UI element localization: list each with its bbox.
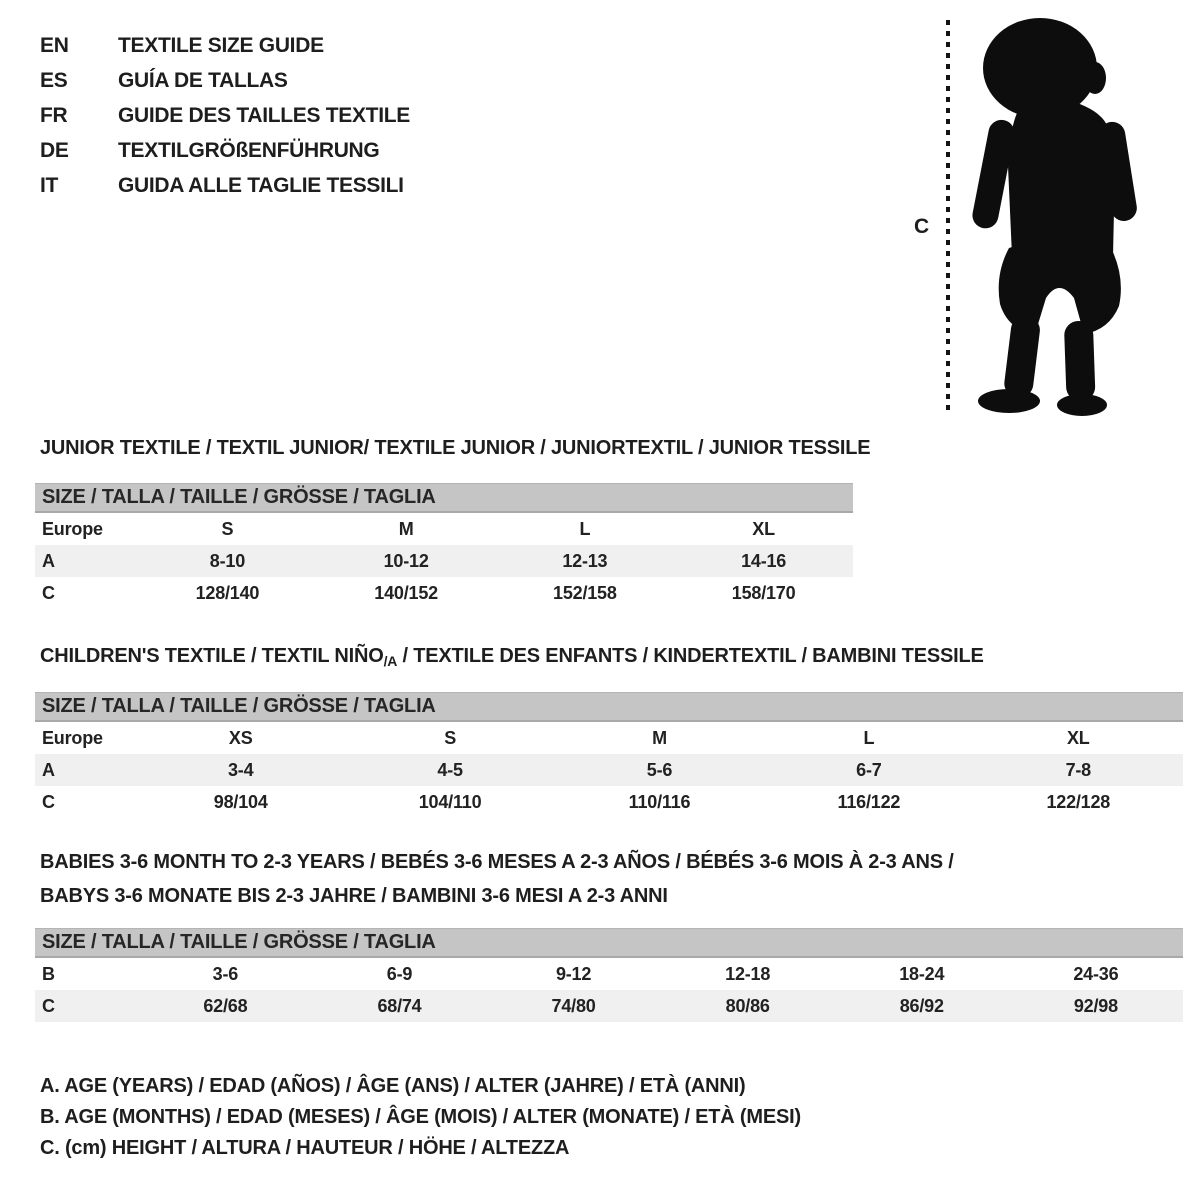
value-cell: 3-6 <box>212 963 239 984</box>
value-cell: 152/158 <box>553 582 617 603</box>
lang-code: EN <box>40 33 69 57</box>
value-cell: 158/170 <box>731 582 796 603</box>
table-row <box>35 958 1183 990</box>
value-cell: 7-8 <box>1065 759 1091 780</box>
children-title-sub: /A <box>383 653 398 669</box>
lang-code: IT <box>40 173 59 197</box>
children-section-title <box>40 644 984 673</box>
lang-row-fr <box>40 98 410 133</box>
row-label-cell: Europe <box>42 518 103 539</box>
value-cell: XL <box>752 518 775 539</box>
lang-title: GUIDE DES TAILLES TEXTILE <box>118 103 410 127</box>
lang-title: GUIDA ALLE TAGLIE TESSILI <box>118 173 404 197</box>
value-cell: XL <box>1066 727 1090 748</box>
legend-line-b: B. AGE (MONTHS) / EDAD (MESES) / ÂGE (MOIS) / ALTER (MONATE) / ETÀ (MESI) <box>40 1106 801 1128</box>
size-header-bar: SIZE / TALLA / TAILLE / GRÖSSE / TAGLIA <box>35 928 1183 958</box>
row-label-cell: C <box>42 995 55 1016</box>
children-title-part1: CHILDREN'S TEXTILE / TEXTIL NIÑO <box>40 645 384 667</box>
babies-size-table <box>35 928 1183 1022</box>
table-row <box>35 577 853 609</box>
value-cell: 10-12 <box>383 550 429 571</box>
lang-row-it <box>40 168 410 203</box>
row-label-cell: C <box>42 791 55 812</box>
lang-row-en <box>40 28 410 63</box>
table-row <box>35 754 1183 786</box>
babies-title-line1: BABIES 3-6 MONTH TO 2-3 YEARS / BEBÉS 3-6 MESES A 2-3 AÑOS / BÉBÉS 3-6 MOIS À 2-3 ANS / <box>40 851 954 873</box>
table-row <box>35 786 1183 818</box>
language-title-list <box>40 28 410 203</box>
lang-code: FR <box>40 103 68 127</box>
value-cell: 9-12 <box>555 963 592 984</box>
babies-table <box>35 958 1183 1022</box>
value-cell: L <box>579 518 591 539</box>
table-row <box>35 722 1183 754</box>
value-cell: 92/98 <box>1073 995 1118 1016</box>
children-size-table <box>35 692 1183 818</box>
value-cell: 68/74 <box>377 995 422 1016</box>
table-row <box>35 990 1183 1022</box>
value-cell: 128/140 <box>195 582 260 603</box>
value-cell: 5-6 <box>646 759 673 780</box>
value-cell: 122/128 <box>1046 791 1111 812</box>
value-cell: 12-13 <box>562 550 608 571</box>
value-cell: 104/110 <box>418 791 482 812</box>
value-cell: 3-4 <box>228 759 254 780</box>
row-label-cell: C <box>42 582 55 603</box>
value-cell: 18-24 <box>899 963 945 984</box>
row-label-cell: B <box>42 963 55 984</box>
junior-section-title: JUNIOR TEXTILE / TEXTIL JUNIOR/ TEXTILE JUNIOR / JUNIORTEXTIL / JUNIOR TESSILE <box>40 437 871 459</box>
lang-row-de <box>40 133 410 168</box>
value-cell: L <box>863 727 875 748</box>
measure-legend <box>40 1071 801 1164</box>
value-cell: 86/92 <box>899 995 944 1016</box>
table-row <box>35 545 853 577</box>
value-cell: 8-10 <box>209 550 246 571</box>
value-cell: 110/116 <box>628 791 691 812</box>
value-cell: 74/80 <box>551 995 596 1016</box>
lang-code: ES <box>40 68 68 92</box>
legend-line-c: C. (cm) HEIGHT / ALTURA / HAUTEUR / HÖHE / ALTEZZA <box>40 1137 570 1159</box>
row-label-cell: Europe <box>42 727 103 748</box>
value-cell: 12-18 <box>725 963 771 984</box>
children-title-part2: / TEXTILE DES ENFANTS / KINDERTEXTIL / BAMBINI TESSILE <box>397 645 984 667</box>
value-cell: 140/152 <box>374 582 438 603</box>
value-cell: 80/86 <box>725 995 770 1016</box>
row-label-cell: A <box>42 759 55 780</box>
size-header-bar: SIZE / TALLA / TAILLE / GRÖSSE / TAGLIA <box>35 483 853 513</box>
value-cell: 4-5 <box>437 759 463 780</box>
table-row <box>35 513 853 545</box>
junior-table <box>35 513 853 609</box>
babies-title-line2: BABYS 3-6 MONATE BIS 2-3 JAHRE / BAMBINI 3-6 MESI A 2-3 ANNI <box>40 885 668 907</box>
value-cell: 62/68 <box>203 995 248 1016</box>
value-cell: S <box>221 518 234 539</box>
value-cell: 6-9 <box>386 963 413 984</box>
size-header-bar: SIZE / TALLA / TAILLE / GRÖSSE / TAGLIA <box>35 692 1183 722</box>
lang-row-es <box>40 63 410 98</box>
value-cell: M <box>398 518 414 539</box>
children-table <box>35 722 1183 818</box>
babies-section-title <box>40 845 954 913</box>
row-label-cell: A <box>42 550 55 571</box>
legend-line-a: A. AGE (YEARS) / EDAD (AÑOS) / ÂGE (ANS) / ALTER (JAHRE) / ETÀ (ANNI) <box>40 1075 746 1097</box>
value-cell: 14-16 <box>741 550 787 571</box>
value-cell: S <box>444 727 456 748</box>
value-cell: 24-36 <box>1073 963 1119 984</box>
junior-size-table <box>35 483 853 609</box>
value-cell: XS <box>228 727 253 748</box>
lang-title: TEXTILGRÖßENFÜHRUNG <box>118 138 380 162</box>
value-cell: 6-7 <box>856 759 882 780</box>
lang-title: GUÍA DE TALLAS <box>118 68 288 92</box>
value-cell: M <box>652 727 667 748</box>
baby-silhouette-icon <box>962 16 1140 418</box>
value-cell: 116/122 <box>837 791 901 812</box>
height-measure-dotted-line <box>946 20 950 416</box>
lang-code: DE <box>40 138 69 162</box>
value-cell: 98/104 <box>213 791 268 812</box>
lang-title: TEXTILE SIZE GUIDE <box>118 33 324 57</box>
height-measure-label: C <box>914 215 930 238</box>
